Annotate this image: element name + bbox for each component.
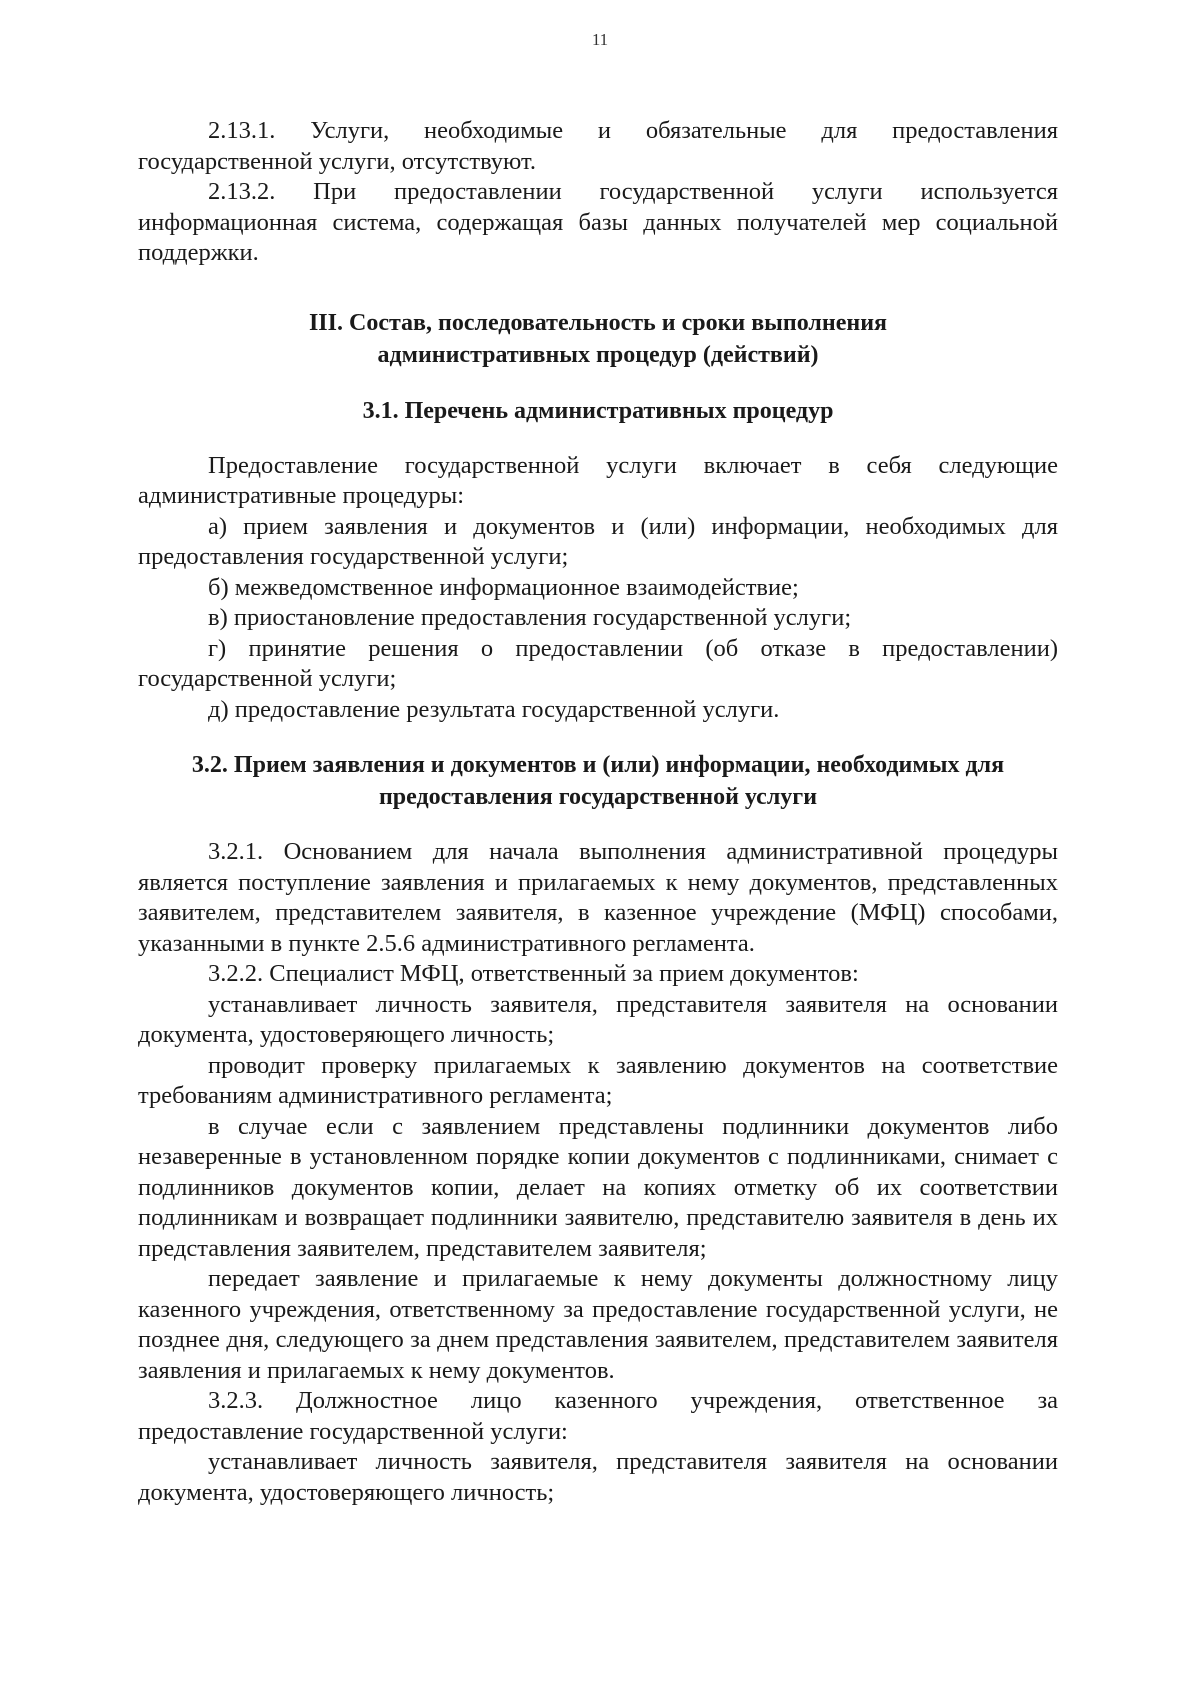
paragraph-3-2-2-transfer: передает заявление и прилагаемые к нему документы должностному лицу казенного учреждения, ответственному за предоставление государственной услуги, не позднее дня, следующего за днем представления заявителем, представителем заявителя заявления и прилагаемых к нему документов. — [138, 1265, 1058, 1384]
subsection-3-1-title: 3.1. Перечень административных процедур — [362, 397, 834, 424]
page-number: 11 — [591, 30, 609, 49]
subsection-3-2-title-line2: предоставления государственной услуги — [378, 784, 818, 810]
section-3-title — [138, 307, 1058, 371]
paragraph-3-2-3-identity: устанавливает личность заявителя, представителя заявителя на основании документа, удостоверяющего личность; — [138, 1448, 1058, 1506]
list-item-g: г) принятие решения о предоставлении (об отказе в предоставлении) государственной услуги; — [138, 634, 1058, 692]
paragraph-2-13-1: 2.13.1. Услуги, необходимые и обязательные для предоставления государственной услуги, отсутствуют. — [138, 117, 1058, 175]
paragraph-3-2-2-check: проводит проверку прилагаемых к заявлению документов на соответствие требованиям административного регламента; — [138, 1051, 1058, 1109]
paragraph-3-2-2-identity: устанавливает личность заявителя, представителя заявителя на основании документа, удостоверяющего личность; — [138, 990, 1058, 1048]
list-item-v: в) приостановление предоставления государственной услуги; — [208, 604, 852, 631]
page-content — [138, 116, 1058, 1508]
paragraph-2-13-2: 2.13.2. При предоставлении государственной услуги используется информационная система, содержащая базы данных получателей мер социальной поддержки. — [138, 178, 1058, 266]
list-intro: Предоставление государственной услуги включает в себя следующие административные процедуры: — [138, 451, 1058, 509]
list-item-b: б) межведомственное информационное взаимодействие; — [208, 573, 799, 601]
paragraph-3-2-2: 3.2.2. Специалист МФЦ, ответственный за прием документов: — [208, 960, 859, 987]
list-item-d: д) предоставление результата государственной услуги. — [208, 695, 780, 723]
subsection-3-2-title — [138, 749, 1058, 813]
paragraph-3-2-2-copies: в случае если с заявлением представлены подлинники документов либо незаверенные в установленном порядке копии документов с подлинниками, снимает с подлинников документов копии, делает на копиях отметку об их соответствии подлинникам и возвращает подлинники заявителю, представителю заявителя в день их представления заявителем, представителем заявителя; — [138, 1112, 1058, 1262]
paragraph-3-2-1: 3.2.1. Основанием для начала выполнения административной процедуры является поступление заявления и прилагаемых к нему документов, представленных заявителем, представителем заявителя, в казенное учреждение (МФЦ) способами, указанными в пункте 2.5.6 административного регламента. — [138, 838, 1058, 957]
subsection-3-2-title-line1: 3.2. Прием заявления и документов и (или) информации, необходимых для — [191, 752, 1005, 778]
section-3-title-line1: III. Состав, последовательность и сроки выполнения — [308, 309, 888, 336]
list-item-a: а) прием заявления и документов и (или) информации, необходимых для предоставления государственной услуги; — [138, 512, 1058, 570]
section-3-title-line2: административных процедур (действий) — [377, 341, 819, 368]
paragraph-3-2-3: 3.2.3. Должностное лицо казенного учреждения, ответственное за предоставление государственной услуги: — [138, 1387, 1058, 1445]
